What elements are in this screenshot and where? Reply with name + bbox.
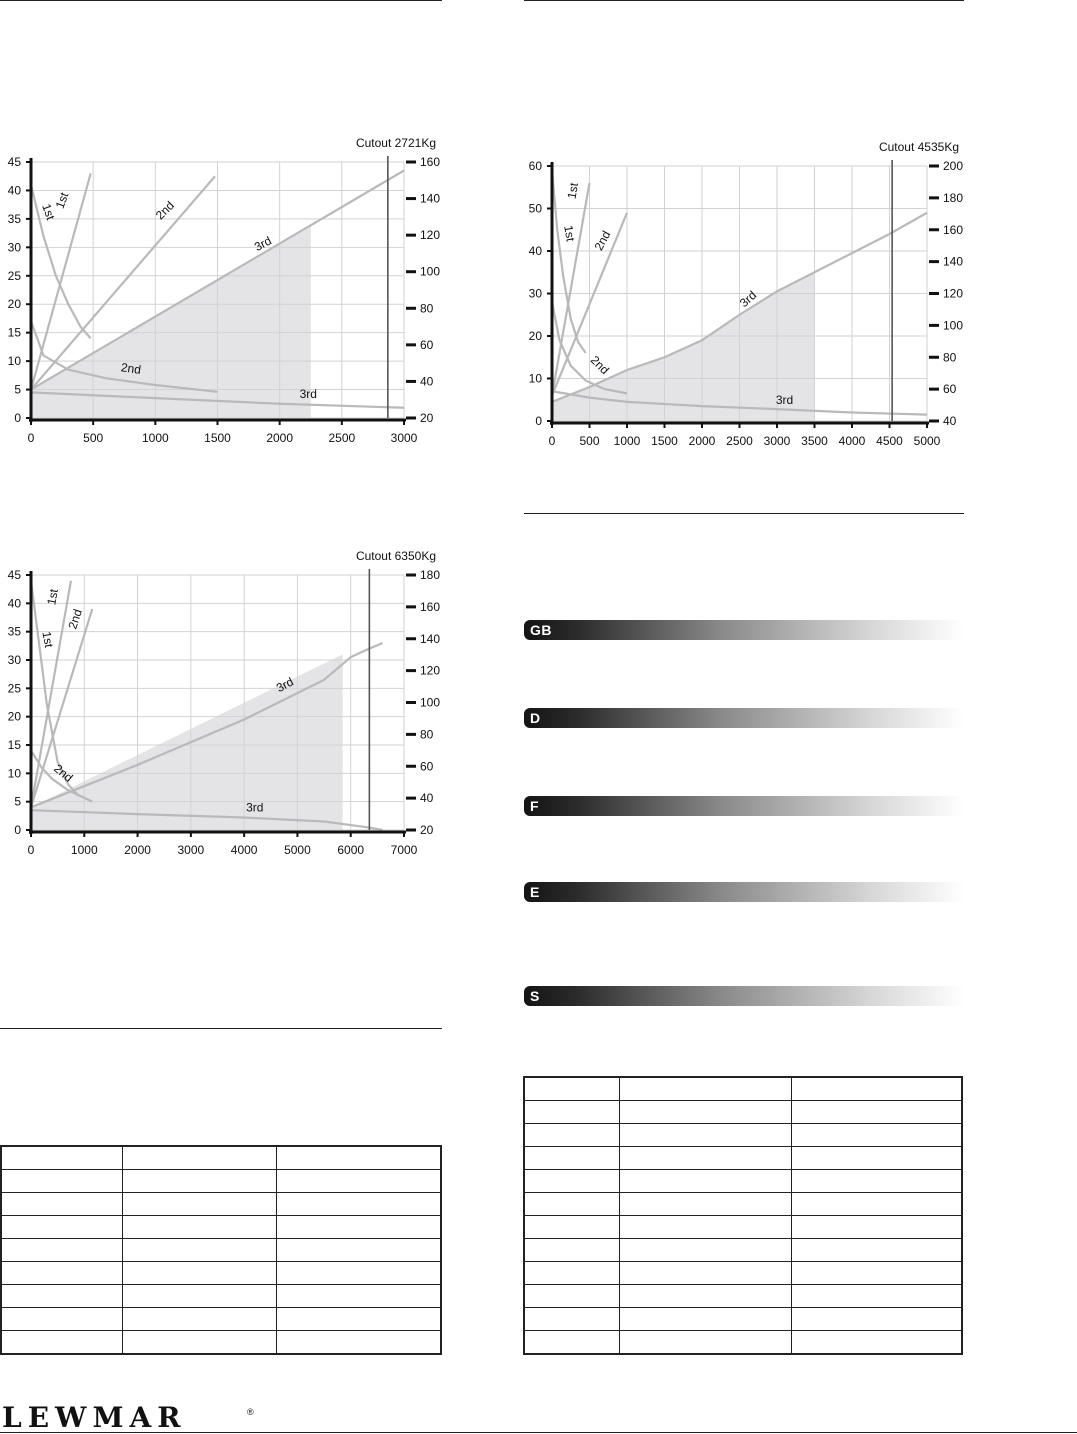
y-tick-label: 20 [528,329,542,343]
table-cell [620,1193,792,1216]
table-row [1,1170,441,1193]
table-cell [1,1239,122,1262]
table-row [524,1216,962,1239]
table-row [1,1331,441,1355]
x-tick-label: 0 [548,434,556,448]
registered-mark: ® [247,1407,254,1417]
table-cell [524,1262,620,1285]
right-tick-label: 140 [420,191,441,206]
right-tick-label: 120 [943,286,964,301]
table-row [1,1239,441,1262]
curve-label: 1st [44,587,61,607]
table-cell [524,1077,620,1101]
y-tick-label: 0 [14,411,21,425]
right-tick-label: 60 [943,382,957,397]
table-row [524,1331,962,1355]
table-cell [524,1285,620,1308]
table-row [1,1285,441,1308]
table-cell [620,1216,792,1239]
language-bar-s [524,986,964,1006]
table-cell [620,1331,792,1355]
x-tick-label: 2500 [328,431,356,445]
curve-label: 1st [564,181,582,200]
table-cell [524,1193,620,1216]
table-cell [122,1331,276,1355]
y-tick-label: 0 [14,823,21,837]
x-tick-label: 6000 [337,843,365,857]
table-cell [620,1308,792,1331]
table-row [1,1193,441,1216]
curve-label: 3rd [273,674,296,696]
curve-label: 2nd [120,360,142,377]
right-tick-label: 40 [943,414,957,428]
curve-label: 2nd [152,198,177,223]
y-tick-label: 35 [7,624,21,639]
table-cell [524,1308,620,1331]
table-cell [792,1101,962,1124]
table-row [524,1262,962,1285]
table-cell [1,1193,122,1216]
section-rule-left [0,1028,442,1029]
table-cell [122,1285,276,1308]
chart-title: Cutout 2721Kg [355,136,436,150]
table-cell [524,1216,620,1239]
right-tick-label: 120 [420,228,441,243]
blank-table-left [0,1145,442,1355]
table-cell [620,1101,792,1124]
y-tick-label: 25 [7,268,21,283]
y-tick-label: 25 [7,681,21,696]
right-tick-label: 140 [420,631,441,646]
language-code: D [530,710,541,726]
table-row [524,1285,962,1308]
table-cell [792,1147,962,1170]
curve-label: 3rd [251,233,274,255]
chart-title: Cutout 4535Kg [878,140,959,154]
table-cell [792,1170,962,1193]
table-cell [1,1285,122,1308]
language-code: F [530,798,540,814]
language-bar-d [524,708,964,728]
right-tick-label: 100 [420,264,441,279]
right-tick-label: 160 [420,599,441,614]
right-tick-label: 160 [420,155,441,169]
table-cell [792,1262,962,1285]
y-tick-label: 15 [7,738,21,752]
table-cell [620,1077,792,1101]
table-cell [792,1308,962,1331]
table-cell [792,1124,962,1147]
table-cell [277,1193,441,1216]
table-cell [1,1308,122,1331]
x-tick-label: 5000 [913,434,941,448]
x-tick-label: 7000 [390,843,418,857]
table-row [524,1193,962,1216]
right-tick-label: 60 [420,337,434,352]
y-tick-label: 0 [535,414,542,428]
y-tick-label: 45 [7,568,21,582]
curve-label: 2nd [51,761,76,785]
language-code: S [530,988,540,1004]
table-cell [792,1331,962,1355]
curve-label: 2nd [591,228,614,253]
right-tick-label: 20 [420,823,434,837]
language-bar-gradient [524,620,964,640]
table-cell [277,1146,441,1170]
table-cell [620,1262,792,1285]
table-cell [792,1216,962,1239]
table-cell [277,1331,441,1355]
right-tick-label: 40 [420,374,434,389]
y-tick-label: 10 [528,371,542,386]
x-tick-label: 3000 [763,434,791,448]
table-cell [122,1193,276,1216]
curve-label: 2nd [587,353,612,378]
curve-label: 1st [561,224,578,243]
x-tick-label: 1500 [651,434,678,448]
y-tick-label: 15 [7,325,21,340]
y-tick-label: 60 [528,159,542,173]
language-bar-gb [524,620,964,640]
language-bar-gradient [524,708,964,728]
table-cell [524,1101,620,1124]
y-tick-label: 40 [7,183,21,198]
right-tick-label: 60 [420,759,434,774]
x-tick-label: 2500 [726,434,753,448]
table-cell [277,1239,441,1262]
operating-area-fill [31,654,343,830]
right-tick-label: 160 [943,222,964,237]
table-cell [1,1262,122,1285]
language-bar-e [524,882,964,902]
curve-label: 1st [52,190,72,211]
right-tick-label: 20 [420,411,434,425]
x-tick-label: 1000 [70,843,98,857]
table-row [524,1101,962,1124]
table-cell [792,1285,962,1308]
curve-label: 3rd [775,393,794,407]
table-cell [524,1170,620,1193]
language-code: E [530,884,540,900]
x-tick-label: 2000 [688,434,716,448]
x-tick-label: 4000 [230,843,258,857]
x-tick-label: 500 [579,434,600,448]
curve-label: 1st [39,630,57,649]
y-tick-label: 20 [7,709,21,724]
curve-label: 3rd [299,387,317,402]
table-cell [792,1077,962,1101]
x-tick-label: 5000 [284,843,311,857]
table-cell [122,1308,276,1331]
x-tick-label: 3000 [177,843,205,857]
chart-title: Cutout 6350Kg [355,549,436,563]
x-tick-label: 2000 [124,843,151,857]
right-tick-label: 180 [420,568,441,582]
y-tick-label: 50 [528,201,542,216]
y-tick-label: 40 [7,596,21,611]
table-row [524,1147,962,1170]
y-tick-label: 45 [7,155,21,169]
table-cell [620,1147,792,1170]
table-cell [1,1146,122,1170]
right-tick-label: 100 [943,318,964,333]
language-bar-gradient [524,986,964,1006]
x-tick-label: 0 [27,431,35,445]
y-tick-label: 10 [7,354,21,369]
lewmar-logo: LEWMAR [2,1401,187,1434]
table-row [1,1308,441,1331]
y-tick-label: 30 [528,286,542,301]
table-cell [277,1308,441,1331]
table-cell [122,1216,276,1239]
x-tick-label: 1000 [141,431,169,445]
x-tick-label: 500 [83,431,104,445]
table-cell [524,1331,620,1355]
x-tick-label: 3000 [390,431,418,445]
table-row [524,1170,962,1193]
y-tick-label: 5 [14,794,21,809]
x-tick-label: 4000 [838,434,866,448]
y-tick-label: 20 [7,297,21,312]
language-bar-gradient [524,882,964,902]
table-cell [122,1170,276,1193]
table-row [524,1308,962,1331]
table-row [524,1124,962,1147]
table-cell [792,1193,962,1216]
curve-label: 3rd [736,288,760,311]
y-tick-label: 30 [7,653,21,667]
table-cell [1,1216,122,1239]
table-cell [524,1239,620,1262]
language-bar-gradient [524,796,964,816]
table-cell [122,1239,276,1262]
language-bar-f [524,796,964,816]
table-cell [620,1170,792,1193]
right-tick-label: 180 [943,190,964,205]
curve-label: 2nd [65,607,85,631]
table-row [524,1239,962,1262]
y-tick-label: 5 [14,382,21,397]
right-tick-label: 100 [420,695,441,710]
right-tick-label: 200 [943,159,964,173]
right-tick-label: 80 [943,350,957,365]
table-cell [620,1285,792,1308]
table-cell [122,1146,276,1170]
x-tick-label: 2000 [266,431,294,445]
y-tick-label: 30 [7,240,21,255]
section-rule-right [524,513,964,514]
right-tick-label: 80 [420,301,434,316]
table-cell [524,1147,620,1170]
right-tick-label: 120 [420,663,441,678]
table-cell [524,1124,620,1147]
table-cell [277,1262,441,1285]
footer-rule [0,1432,1077,1433]
y-tick-label: 35 [7,211,21,226]
right-tick-label: 40 [420,791,434,806]
x-tick-label: 4500 [876,434,903,448]
x-tick-label: 3500 [801,434,828,448]
table-cell [277,1285,441,1308]
table-cell [792,1239,962,1262]
right-tick-label: 140 [943,254,964,269]
y-tick-label: 40 [528,244,542,258]
table-cell [277,1216,441,1239]
table-cell [620,1239,792,1262]
table-row [1,1146,441,1170]
language-code: GB [530,622,552,638]
table-cell [1,1170,122,1193]
table-cell [122,1262,276,1285]
table-cell [277,1170,441,1193]
table-cell [1,1331,122,1355]
y-tick-label: 10 [7,766,21,781]
curve-label: 1st [39,201,58,222]
table-row [1,1262,441,1285]
table-cell [620,1124,792,1147]
table-row [1,1216,441,1239]
x-tick-label: 1000 [613,434,641,448]
right-tick-label: 80 [420,727,434,742]
x-tick-label: 1500 [204,431,231,445]
curve-label: 3rd [246,800,264,815]
x-tick-label: 0 [27,843,35,857]
blank-table-right [523,1076,963,1355]
table-row [524,1077,962,1101]
